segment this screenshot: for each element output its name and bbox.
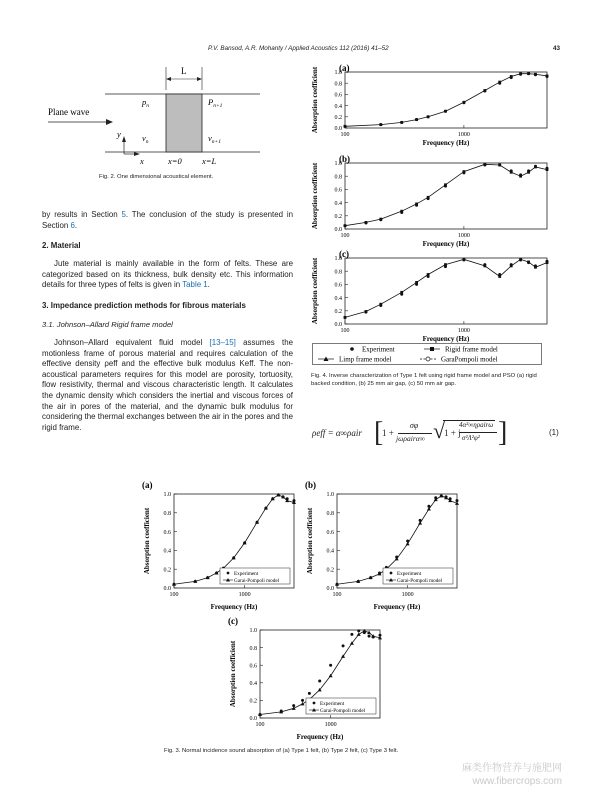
data-point-model <box>444 183 447 186</box>
y-tick-label: 0.2 <box>163 567 171 574</box>
legend-marker-experiment <box>350 347 354 351</box>
data-point-model <box>418 521 422 525</box>
panel-label: (c) <box>228 616 238 626</box>
section2-heading: 2. Material <box>42 241 81 251</box>
x-tick-label: 100 <box>340 233 350 239</box>
equation-1 <box>312 418 562 454</box>
data-point-model <box>344 224 347 227</box>
x-tick-label: 100 <box>255 722 265 728</box>
data-point-model <box>498 275 501 278</box>
ref-13-15-link[interactable]: [13–15] <box>209 337 236 347</box>
x-axis-title: Frequency (Hz) <box>210 603 258 611</box>
data-point-model <box>415 118 418 121</box>
fig3a-chart <box>140 476 302 612</box>
fig3-caption: Fig. 3. Normal incidence sound absorption of (a) Type 1 felt, (b) Type 2 felt, (c) Type 3 felt. <box>164 748 399 754</box>
data-point-model <box>527 72 530 75</box>
fig3b-chart <box>303 476 465 612</box>
data-point-model <box>365 221 368 224</box>
y-tick-label: 0.6 <box>334 282 342 289</box>
data-point-model <box>357 632 361 636</box>
data-point-model <box>534 73 537 76</box>
y-tick-label: 0.0 <box>334 322 342 329</box>
data-point-model <box>546 168 549 171</box>
data-point-model <box>498 164 501 167</box>
section3-heading: 3. Impedance prediction methods for fibrous materials <box>42 300 246 310</box>
eq-root-den: σ²Λ²φ² <box>462 434 480 442</box>
data-point-experiment <box>368 635 371 638</box>
section31-heading: 3.1. Johnson–Allard Rigid frame model <box>42 319 173 329</box>
fig4-caption: Fig. 4. Inverse characterization of Type 1 felt using rigid frame model and PSO (a) rigid backed condition, (b) 25 mm air gap, (c) 50 mm air gap. <box>311 373 537 387</box>
legend-marker-experiment <box>390 572 393 575</box>
y-axis-label: y <box>117 129 121 139</box>
running-title: P.V. Bansod, A.R. Mohanty / Applied Acoustics 112 (2016) 41–52 <box>208 45 389 52</box>
data-point-model <box>444 110 447 113</box>
data-point-model <box>546 75 549 78</box>
pn1-label: $P_{n+1}$ <box>208 97 223 109</box>
x0-label: x=0 <box>168 156 182 166</box>
x-axis-title: Frequency (Hz) <box>422 139 470 147</box>
y-tick-label: 0.8 <box>334 81 342 88</box>
data-point-experiment <box>342 644 345 647</box>
fig2-diagram <box>40 62 300 170</box>
data-point-experiment <box>329 664 332 667</box>
legend-experiment: Experiment <box>320 701 345 707</box>
series-line-model <box>345 259 547 317</box>
data-point-model <box>510 75 513 78</box>
page-number: 43 <box>553 45 561 52</box>
y-tick-label: 0.2 <box>334 214 342 220</box>
legend-experiment: Experiment <box>234 571 259 577</box>
y-tick-label: 0.8 <box>249 645 257 652</box>
y-tick-label: 0.8 <box>326 511 334 517</box>
x-axis-title: Frequency (Hz) <box>422 240 470 248</box>
y-axis-title: Absorption coefficient <box>229 640 237 708</box>
data-point-model <box>534 266 537 269</box>
data-point-model <box>379 123 382 126</box>
eq-num: σφ <box>409 421 419 430</box>
y-tick-label: 0.6 <box>334 92 342 99</box>
y-tick-label: 0.6 <box>326 529 334 536</box>
data-point-model <box>406 542 410 546</box>
data-point-model <box>519 258 522 261</box>
section2-paragraph: Jute material is mainly available in the form of felts. These are categorized based on its thickness, bulk density etc. This information details for three types of felts is given in Table 1. <box>42 259 293 290</box>
eq-number: (1) <box>549 428 559 437</box>
fig4c-chart <box>305 248 555 344</box>
data-point-model <box>510 265 513 268</box>
eq-sqrt: √ <box>433 418 446 443</box>
series-line-model <box>345 74 547 127</box>
data-point-model <box>519 175 522 178</box>
eq-one: 1 + <box>382 428 394 438</box>
data-point-model <box>379 303 382 306</box>
wave-arrow-head <box>106 119 113 125</box>
x-tick-label: 1000 <box>457 328 470 334</box>
y-tick-label: 1.0 <box>334 161 342 168</box>
data-point-model <box>344 125 347 128</box>
panel-label: (a) <box>142 480 153 490</box>
data-point-model <box>510 171 513 174</box>
section31-paragraph: Johnson–Allard equivalent fluid model [13–15] assumes the motionless frame of porous material and requires calculation of the effective density ρeff and the effective bulk modulus Keff. The non-acoustical parameters requires for this model are porosity, tortuosity, flow resistivity, thermal and viscous characteristic length. It calculates the dynamic density which considers the inertial and viscous forces of the air in pores of the material, and the dynamic bulk modulus for considering the thermal exchanges between the air in the pores and the rigid frame. <box>42 337 293 432</box>
x-axis-title: Frequency (Hz) <box>296 733 344 741</box>
table1-link[interactable]: Table 1 <box>182 280 208 290</box>
panel-label: (b) <box>339 154 350 164</box>
legend-experiment: Experiment <box>362 345 395 354</box>
x-tick-label: 100 <box>169 592 179 598</box>
left-column <box>42 210 293 433</box>
legend-limp: Limp frame model <box>339 355 392 364</box>
data-point-model <box>415 203 418 206</box>
legend-model: Garai-Pompoli model <box>397 578 443 584</box>
eq-root-one: 1 + j <box>444 428 461 438</box>
y-tick-label: 0.4 <box>326 548 334 555</box>
x-axis-label: x <box>140 156 144 166</box>
y-tick-label: 1.0 <box>249 628 257 635</box>
data-point-experiment <box>350 633 353 636</box>
plane-wave-label: Plane wave <box>48 107 90 117</box>
legend-marker-gara <box>426 357 430 361</box>
vn-label: $v_n$ <box>142 133 149 145</box>
data-point-model <box>462 170 465 173</box>
legend-gara: GaraPompoli model <box>441 355 498 364</box>
data-point-model <box>498 81 501 84</box>
data-point-experiment <box>308 692 311 695</box>
y-tick-label: 0.0 <box>334 227 342 234</box>
data-point-model <box>427 273 430 276</box>
x-tick-label: 1000 <box>457 132 470 138</box>
legend-experiment: Experiment <box>397 571 422 577</box>
y-tick-label: 0.4 <box>249 681 257 687</box>
y-tick-label: 0.2 <box>249 698 257 705</box>
fig3c-chart <box>226 612 388 742</box>
x-tick-label: 1000 <box>457 233 470 239</box>
y-tick-label: 0.0 <box>249 716 257 723</box>
data-point-model <box>462 101 465 104</box>
legend-model: Garai-Pompoli model <box>320 708 366 714</box>
y-axis-head <box>122 136 126 142</box>
panel-label: (b) <box>305 480 316 490</box>
x-axis-title: Frequency (Hz) <box>373 603 421 611</box>
eq-bracket-left: [ <box>374 417 384 448</box>
data-point-model <box>483 265 486 268</box>
xL-label: x=L <box>202 156 217 166</box>
y-axis-title: Absorption coefficient <box>306 507 314 575</box>
x-tick-label: 100 <box>340 132 350 138</box>
y-tick-label: 0.2 <box>334 309 342 315</box>
data-point-model <box>292 706 296 710</box>
data-point-model <box>415 281 418 284</box>
data-point-model <box>527 171 530 174</box>
y-tick-label: 0.8 <box>334 269 342 276</box>
plot-frame <box>345 163 547 229</box>
data-point-model <box>365 310 368 313</box>
data-point-model <box>462 258 465 261</box>
y-tick-label: 1.0 <box>334 256 342 263</box>
y-axis-title: Absorption coefficient <box>311 162 319 230</box>
x-tick-label: 100 <box>332 592 342 598</box>
data-point-model <box>427 196 430 199</box>
dim-arrow-right <box>197 77 202 81</box>
fig4a-chart <box>305 62 555 148</box>
data-point-model <box>400 210 403 213</box>
eq-den: jωρairα∞ <box>396 434 426 443</box>
x-axis-title: Frequency (Hz) <box>422 335 470 343</box>
y-axis-title: Absorption coefficient <box>143 507 151 575</box>
fig4b-chart <box>305 153 555 249</box>
y-tick-label: 0.4 <box>334 103 342 110</box>
section5-link[interactable]: 5 <box>121 210 126 219</box>
data-point-model <box>483 163 486 166</box>
y-tick-label: 0.6 <box>249 663 257 670</box>
data-point-model <box>546 261 549 264</box>
data-point-experiment <box>301 699 304 702</box>
data-point-model <box>400 121 403 124</box>
y-tick-label: 0.6 <box>334 187 342 194</box>
panel-label: (a) <box>339 63 350 73</box>
eq-bracket-right: ] <box>498 417 508 448</box>
y-tick-label: 0.2 <box>326 567 334 574</box>
section6-link[interactable]: 6 <box>70 220 75 230</box>
legend-marker-rigid <box>430 347 434 351</box>
x-tick-label: 1000 <box>324 722 337 728</box>
y-tick-label: 0.2 <box>334 115 342 121</box>
y-tick-label: 1.0 <box>163 492 171 499</box>
y-tick-label: 0.0 <box>334 126 342 133</box>
pn-label: $p_n$ <box>142 97 149 109</box>
y-tick-label: 1.0 <box>334 70 342 77</box>
element-block <box>166 94 202 152</box>
legend-marker-experiment <box>227 572 230 575</box>
data-point-model <box>301 702 305 706</box>
intro-paragraph: by results in Section 5. The conclusion of the study is presented in Section 6. <box>42 210 293 230</box>
y-tick-label: 1.0 <box>326 492 334 499</box>
x-tick-label: 1000 <box>401 592 414 598</box>
data-point-model <box>483 89 486 92</box>
data-point-model <box>527 261 530 264</box>
data-point-experiment <box>318 680 321 683</box>
data-point-model <box>400 291 403 294</box>
fig4-legend <box>312 343 542 365</box>
data-point-model <box>362 629 366 633</box>
vn1-label: $v_{n+1}$ <box>208 133 221 145</box>
y-tick-label: 0.6 <box>163 529 171 536</box>
data-point-experiment <box>357 629 360 632</box>
y-axis-title: Absorption coefficient <box>311 257 319 325</box>
legend-model: Garai-Pompoli model <box>234 578 280 584</box>
y-tick-label: 0.0 <box>163 586 171 593</box>
eq-lhs: ρeff = α∞ρair <box>312 428 362 438</box>
data-point-model <box>444 263 447 266</box>
y-tick-label: 0.8 <box>334 174 342 181</box>
watermark: 麻类作物营养与施肥网 www.fibercrops.com <box>462 763 562 787</box>
data-point-model <box>379 218 382 221</box>
data-point-model <box>344 316 347 319</box>
y-tick-label: 0.8 <box>163 511 171 517</box>
y-tick-label: 0.4 <box>334 295 342 302</box>
fig2-caption: Fig. 2. One dimensional acoustical element. <box>99 174 214 180</box>
data-point-model <box>519 72 522 75</box>
plot-frame <box>345 72 547 128</box>
y-tick-label: 0.0 <box>326 586 334 593</box>
legend-marker-experiment <box>313 702 316 705</box>
legend-rigid: Rigid frame model <box>445 345 498 354</box>
length-label: L <box>181 66 187 76</box>
x-tick-label: 100 <box>340 328 350 334</box>
y-tick-label: 0.4 <box>334 200 342 207</box>
y-tick-label: 0.4 <box>163 548 171 555</box>
y-axis-title: Absorption coefficient <box>311 66 319 134</box>
series-line-model <box>345 164 547 225</box>
data-point-model <box>427 115 430 118</box>
data-point-model <box>534 166 537 169</box>
eq-root-num: 4α²∞ηρairω <box>459 421 494 429</box>
dim-arrow-left <box>166 77 171 81</box>
panel-label: (c) <box>339 249 349 259</box>
x-tick-label: 1000 <box>238 592 251 598</box>
